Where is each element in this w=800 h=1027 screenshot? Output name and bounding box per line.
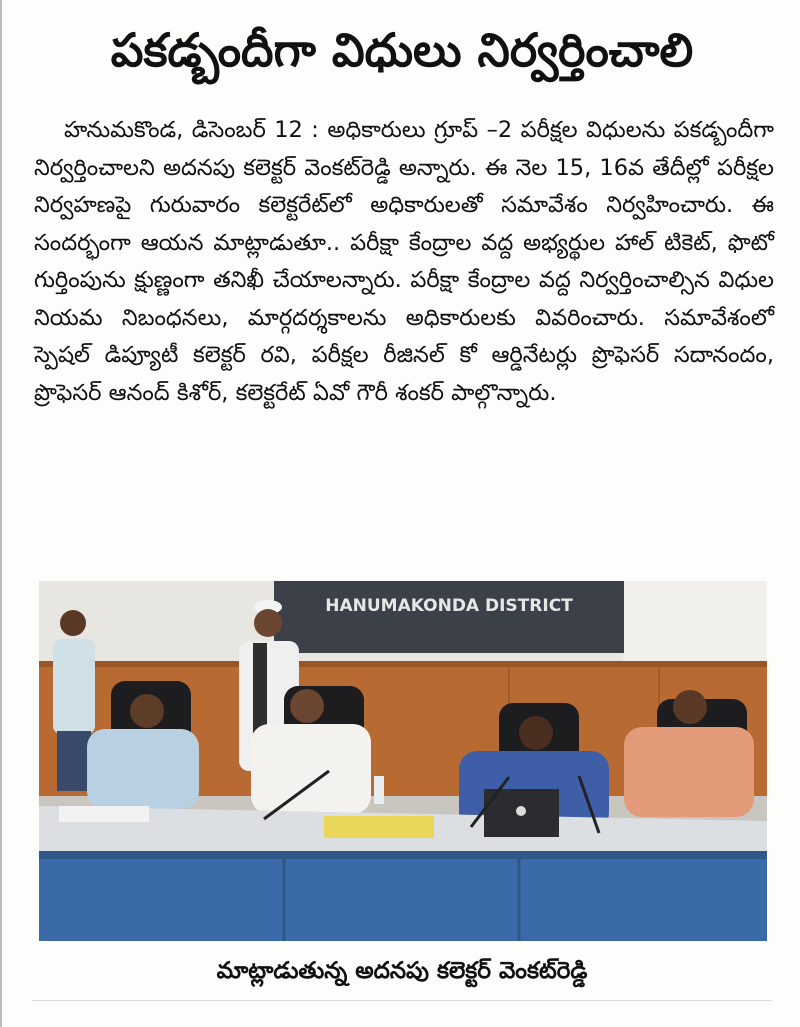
article-dateline: హనుమకొండ, డిసెంబర్ 12 : bbox=[64, 117, 319, 143]
headline: పకడ్బందీగా విధులు నిర్వర్తించాలి bbox=[110, 23, 694, 77]
water-bottle bbox=[374, 776, 384, 804]
photo-caption: మాట్లాడుతున్న అదనపు కలెక్టర్ వెంకట్‌రెడ్డి bbox=[216, 958, 588, 984]
meeting-photo bbox=[39, 581, 767, 941]
district-sign bbox=[274, 581, 624, 653]
divider bbox=[32, 1000, 772, 1001]
desk-front bbox=[39, 851, 767, 941]
yellow-files bbox=[324, 816, 434, 838]
article-text: అధికారులు గ్రూప్ –2 పరీక్షల విధులను పకడ్బందీగా నిర్వర్తించాలని అదనపు కలెక్టర్ వెంకట్‌రెడ్డి అన్నారు. ఈ నెల 15, 16వ తేదీల్లో పరీక్షల నిర్వహణపై గురువారం కలెక్టరేట్‌లో అధికారులతో సమావేశం నిర్వహించారు. ఈ సందర్భంగా ఆయన మాట్లాడుతూ.. పరీక్షా కేంద్రాల వద్ద అభ్యర్థుల హాల్ టికెట్, ఫొటో గుర్తింపును క్షుణ్ణంగా తనిఖీ చేయాలన్నారు. పరీక్షా కేంద్రాల వద్ద నిర్వర్తించాల్సిన విధుల నియమ నిబంధనలు, మార్గదర్శకాలను అధికారులకు వివరించారు. సమావేశంలో స్పెషల్ డిప్యూటీ కలెక్టర్ రవి, పరీక్షల రీజినల్ కో ఆర్డినేటర్లు ప్రొఫెసర్ సదానందం, ప్రొఫెసర్ ఆనంద్ కిశోర్, కలెక్టరేట్ ఏవో గౌరీ శంకర్ పాల్గొన్నారు. bbox=[34, 117, 774, 406]
district-sign-text: HANUMAKONDA DISTRICT bbox=[325, 596, 573, 616]
article-body bbox=[34, 112, 774, 412]
papers bbox=[59, 806, 149, 822]
meeting-photo-illustration bbox=[39, 581, 767, 941]
